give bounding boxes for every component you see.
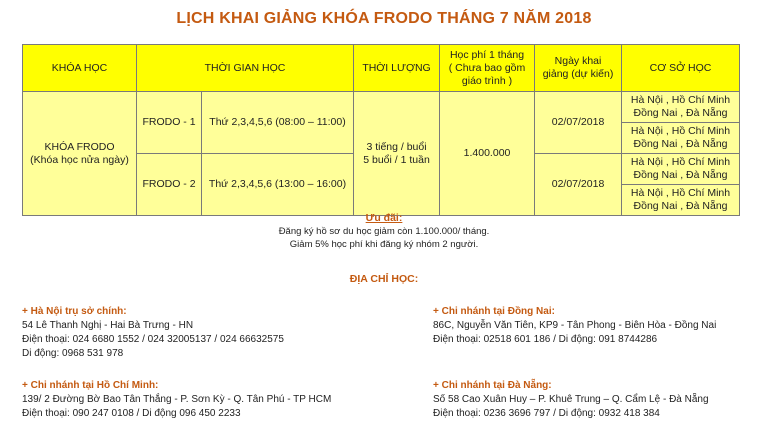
- location-line2: Đồng Nai , Đà Nẵng: [633, 107, 728, 119]
- header-course: KHÓA HỌC: [23, 45, 137, 92]
- location-line1: Hà Nội , Hồ Chí Minh: [630, 187, 731, 199]
- branch-hanoi: [22, 305, 284, 361]
- promotion-section: [0, 212, 768, 251]
- start-date: 02/07/2018: [535, 154, 622, 216]
- branch-address: 86C, Nguyễn Văn Tiên, KP9 - Tân Phong - Biên Hòa - Đồng Nai: [433, 320, 717, 331]
- location-line2: Đồng Nai , Đà Nẵng: [633, 138, 728, 150]
- table-header-row: [23, 45, 740, 92]
- branch-name: + Hà Nội trụ sở chính:: [22, 306, 127, 317]
- header-start-line2: giảng (dự kiến): [542, 68, 614, 80]
- duration-line2: 5 buổi / 1 tuần: [363, 153, 430, 166]
- header-fee-line2: ( Chưa bao gồm: [448, 61, 526, 74]
- location-cell: [622, 123, 740, 154]
- page-title: LỊCH KHAI GIẢNG KHÓA FRODO THÁNG 7 NĂM 2018: [176, 10, 592, 27]
- branch-phone: Điện thoại: 090 247 0108 / Di động 096 450 2233: [22, 408, 241, 419]
- branch-name: + Chi nhánh tại Hồ Chí Minh:: [22, 380, 159, 391]
- address-heading: ĐỊA CHỈ HỌC:: [349, 273, 419, 285]
- promotion-line2: Giảm 5% học phí khi đăng ký nhóm 2 người.: [289, 239, 479, 250]
- header-fee-line1: Học phí 1 tháng: [449, 48, 525, 61]
- branch-phone: Điện thoại: 0236 3696 797 / Di động: 0932 418 384: [433, 408, 660, 419]
- fee-cell: 1.400.000: [440, 92, 535, 216]
- branch-address: Số 58 Cao Xuân Huy – P. Khuê Trung – Q. Cẩm Lệ - Đà Nẵng: [433, 394, 709, 405]
- branch-phone: Điện thoại: 02518 601 186 / Di động: 091 8744286: [433, 334, 658, 345]
- location-line2: Đồng Nai , Đà Nẵng: [633, 169, 728, 181]
- location-cell: [622, 185, 740, 216]
- header-time: THỜI GIAN HỌC: [137, 45, 354, 92]
- course-cell: [23, 92, 137, 216]
- branch-danang: [433, 379, 709, 421]
- header-fee-line3: giáo trình ): [461, 74, 513, 87]
- branch-dongnai: [433, 305, 716, 347]
- branch-address: 139/ 2 Đường Bờ Bao Tân Thắng - P. Sơn Kỳ - Q. Tân Phú - TP HCM: [22, 394, 332, 405]
- duration-line1: 3 tiếng / buổi: [366, 140, 427, 153]
- class-name: FRODO - 1: [137, 92, 202, 154]
- course-name: KHÓA FRODO: [44, 140, 115, 153]
- duration-cell: [354, 92, 440, 216]
- class-schedule: Thứ 2,3,4,5,6 (08:00 – 11:00): [202, 92, 354, 154]
- location-line1: Hà Nội , Hồ Chí Minh: [630, 125, 731, 137]
- class-schedule: Thứ 2,3,4,5,6 (13:00 – 16:00): [202, 154, 354, 216]
- table-row: [23, 92, 740, 123]
- header-duration: THỜI LƯỢNG: [354, 45, 440, 92]
- start-date: 02/07/2018: [535, 92, 622, 154]
- branch-name: + Chi nhánh tại Đà Nẵng:: [433, 380, 552, 391]
- header-campus: CƠ SỞ HỌC: [622, 45, 740, 92]
- branch-name: + Chi nhánh tại Đồng Nai:: [433, 306, 555, 317]
- header-fee: [440, 45, 535, 92]
- branch-phone: Điện thoại: 024 6680 1552 / 024 32005137 / 024 66632575: [22, 334, 284, 345]
- course-subtitle: (Khóa học nửa ngày): [30, 153, 129, 166]
- branch-mobile: Di động: 0968 531 978: [22, 348, 124, 359]
- class-name: FRODO - 2: [137, 154, 202, 216]
- location-line1: Hà Nội , Hồ Chí Minh: [630, 156, 731, 168]
- branch-address: 54 Lê Thanh Nghị - Hai Bà Trưng - HN: [22, 320, 194, 331]
- location-cell: [622, 154, 740, 185]
- promotion-line1: Đăng ký hồ sơ du học giảm còn 1.100.000/ tháng.: [278, 226, 490, 237]
- promotion-heading: Ưu đãi:: [365, 212, 403, 224]
- location-cell: [622, 92, 740, 123]
- schedule-table: [22, 44, 740, 216]
- location-line2: Đồng Nai , Đà Nẵng: [633, 200, 728, 212]
- branch-hcm: [22, 379, 331, 421]
- header-start-date: [535, 45, 622, 92]
- header-start-line1: Ngày khai: [554, 55, 602, 67]
- location-line1: Hà Nội , Hồ Chí Minh: [630, 94, 731, 106]
